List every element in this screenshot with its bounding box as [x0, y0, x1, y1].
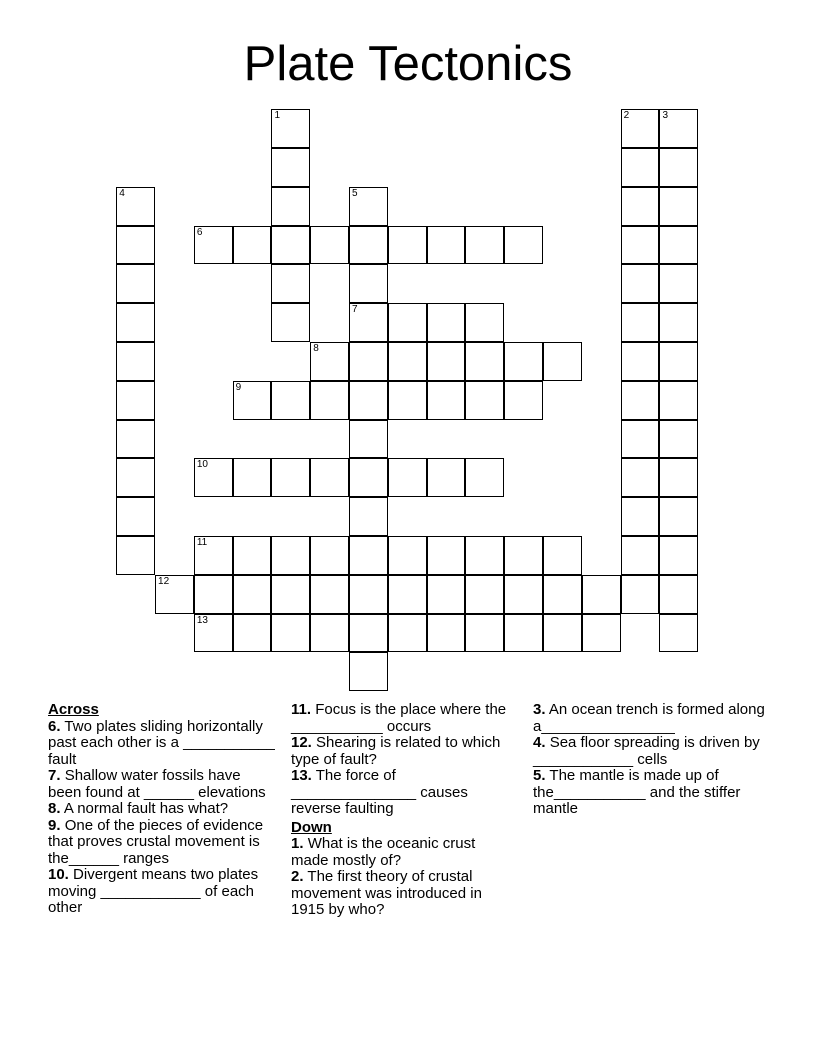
- grid-cell[interactable]: [116, 226, 155, 265]
- grid-cell[interactable]: [310, 614, 349, 653]
- grid-cell[interactable]: [271, 536, 310, 575]
- grid-cell[interactable]: [621, 497, 660, 536]
- cell-number: 5: [352, 187, 358, 199]
- clue-down-1: [291, 836, 516, 869]
- clue-number: 13.: [291, 767, 312, 784]
- grid-cell[interactable]: [310, 342, 349, 381]
- clue-text: Shearing is related to which type of fault?: [291, 734, 501, 768]
- grid-cell[interactable]: [659, 187, 698, 226]
- grid-cell[interactable]: [233, 536, 272, 575]
- down-header: Down: [291, 818, 332, 836]
- clue-down-4: [533, 735, 765, 768]
- grid-cell[interactable]: [116, 458, 155, 497]
- grid-cell[interactable]: [465, 575, 504, 614]
- grid-cell[interactable]: [271, 614, 310, 653]
- cell-number: 13: [196, 614, 208, 626]
- clue-number: 6.: [48, 717, 61, 735]
- clue-number: 10.: [48, 866, 69, 883]
- grid-cell[interactable]: [621, 109, 660, 148]
- grid-cell[interactable]: [465, 226, 504, 265]
- clue-text: The first theory of crustal movement was introduced in 1915 by who?: [291, 868, 482, 918]
- grid-cell[interactable]: [194, 614, 233, 653]
- cell-number: 1: [274, 110, 280, 122]
- grid-cell[interactable]: [349, 614, 388, 653]
- grid-cell[interactable]: [310, 458, 349, 497]
- grid-cell[interactable]: [621, 536, 660, 575]
- grid-cell[interactable]: [504, 536, 543, 575]
- grid-cell[interactable]: [621, 575, 660, 614]
- grid-cell[interactable]: [427, 614, 466, 653]
- clue-number: 2.: [291, 868, 304, 885]
- grid-cell[interactable]: [504, 575, 543, 614]
- grid-cell[interactable]: [504, 614, 543, 653]
- clues-column-1: [48, 702, 278, 917]
- clue-across-8: [48, 801, 278, 818]
- grid-cell[interactable]: [271, 381, 310, 420]
- grid-cell[interactable]: [194, 458, 233, 497]
- clue-across-13: [291, 768, 516, 818]
- grid-cell[interactable]: [116, 187, 155, 226]
- grid-cell[interactable]: [659, 536, 698, 575]
- cell-number: 6: [196, 226, 203, 238]
- grid-cell[interactable]: [116, 497, 155, 536]
- grid-cell[interactable]: [659, 342, 698, 381]
- grid-cell[interactable]: [388, 575, 427, 614]
- grid-cell[interactable]: [194, 536, 233, 575]
- clue-across-12: [291, 735, 516, 768]
- clue-down-5: [533, 768, 765, 818]
- grid-cell[interactable]: [349, 575, 388, 614]
- grid-cell[interactable]: [349, 381, 388, 420]
- grid-cell[interactable]: [543, 575, 582, 614]
- grid-cell[interactable]: [233, 614, 272, 653]
- grid-cell[interactable]: [427, 303, 466, 342]
- grid-cell[interactable]: [427, 226, 466, 265]
- grid-cell[interactable]: [388, 342, 427, 381]
- grid-cell[interactable]: [427, 575, 466, 614]
- cell-number: 12: [158, 575, 170, 587]
- grid-cell[interactable]: [659, 420, 698, 459]
- grid-cell[interactable]: [116, 536, 155, 575]
- grid-cell[interactable]: [659, 614, 698, 653]
- grid-cell[interactable]: [271, 226, 310, 265]
- clue-across-11: [291, 702, 516, 735]
- cell-number: 3: [662, 110, 668, 122]
- cell-number: 9: [235, 381, 242, 393]
- grid-cell[interactable]: [465, 458, 504, 497]
- grid-cell[interactable]: [621, 226, 660, 265]
- clue-number: 5.: [533, 767, 546, 784]
- grid-cell[interactable]: [349, 226, 388, 265]
- clue-text: Shallow water fossils have been found at ______ elevations: [48, 767, 266, 801]
- clue-number: 7.: [48, 767, 61, 784]
- clue-number: 3.: [533, 701, 546, 718]
- grid-cell[interactable]: [388, 614, 427, 653]
- grid-cell[interactable]: [465, 381, 504, 420]
- grid-cell[interactable]: [465, 342, 504, 381]
- clue-down-3: [533, 702, 765, 735]
- grid-cell[interactable]: [465, 614, 504, 653]
- grid-cell[interactable]: [659, 381, 698, 420]
- grid-cell[interactable]: [659, 497, 698, 536]
- clues-column-2: [291, 702, 516, 919]
- grid-cell[interactable]: [504, 226, 543, 265]
- cell-number: 11: [196, 537, 208, 549]
- clue-text: A normal fault has what?: [63, 800, 229, 817]
- grid-cell[interactable]: [271, 148, 310, 187]
- grid-cell[interactable]: [659, 575, 698, 614]
- grid-cell[interactable]: [349, 303, 388, 342]
- grid-cell[interactable]: [504, 381, 543, 420]
- grid-cell[interactable]: [388, 536, 427, 575]
- grid-cell[interactable]: [659, 303, 698, 342]
- grid-cell[interactable]: [659, 264, 698, 303]
- grid-cell[interactable]: [116, 342, 155, 381]
- grid-cell[interactable]: [621, 187, 660, 226]
- grid-cell[interactable]: [310, 536, 349, 575]
- grid-cell[interactable]: [194, 226, 233, 265]
- grid-cell[interactable]: [271, 303, 310, 342]
- crossword-grid: [117, 110, 717, 710]
- grid-cell[interactable]: [621, 342, 660, 381]
- grid-cell[interactable]: [310, 381, 349, 420]
- clue-text: Divergent means two plates moving ____________ of each other: [48, 866, 259, 916]
- grid-cell[interactable]: [427, 381, 466, 420]
- grid-cell[interactable]: [194, 575, 233, 614]
- clue-number: 11.: [291, 701, 312, 718]
- cell-number: 2: [623, 110, 630, 122]
- clue-number: 8.: [48, 800, 61, 817]
- grid-cell[interactable]: [233, 575, 272, 614]
- grid-cell[interactable]: [310, 226, 349, 265]
- grid-cell[interactable]: [116, 303, 155, 342]
- clue-number: 12.: [291, 734, 312, 751]
- clue-number: 4.: [533, 734, 546, 751]
- clue-across-7: [48, 768, 278, 801]
- grid-cell[interactable]: [233, 458, 272, 497]
- grid-cell[interactable]: [233, 381, 272, 420]
- grid-cell[interactable]: [388, 303, 427, 342]
- grid-cell[interactable]: [659, 226, 698, 265]
- clue-text: What is the oceanic crust made mostly of?: [291, 835, 476, 869]
- grid-cell[interactable]: [621, 148, 660, 187]
- grid-cell[interactable]: [310, 575, 349, 614]
- grid-cell[interactable]: [388, 458, 427, 497]
- cell-number: 8: [313, 343, 319, 355]
- grid-cell[interactable]: [349, 497, 388, 536]
- grid-cell[interactable]: [349, 264, 388, 303]
- grid-cell[interactable]: [504, 342, 543, 381]
- grid-cell[interactable]: [621, 381, 660, 420]
- clue-across-6: [48, 719, 278, 769]
- grid-cell[interactable]: [349, 342, 388, 381]
- grid-cell[interactable]: [659, 109, 698, 148]
- grid-cell[interactable]: [427, 458, 466, 497]
- grid-cell[interactable]: [271, 458, 310, 497]
- grid-cell[interactable]: [349, 458, 388, 497]
- grid-cell[interactable]: [543, 536, 582, 575]
- clue-number: 9.: [48, 816, 61, 834]
- grid-cell[interactable]: [349, 187, 388, 226]
- cell-number: 4: [119, 187, 125, 199]
- grid-cell[interactable]: [233, 226, 272, 265]
- clue-across-10: [48, 867, 278, 917]
- clue-text: Focus is the place where the ___________ occurs: [291, 701, 507, 735]
- grid-cell[interactable]: [427, 342, 466, 381]
- grid-cell[interactable]: [116, 264, 155, 303]
- grid-cell[interactable]: [116, 420, 155, 459]
- clue-text: One of the pieces of evidence that proves crustal movement is the______ ranges: [48, 816, 264, 867]
- grid-cell[interactable]: [659, 458, 698, 497]
- grid-cell[interactable]: [621, 303, 660, 342]
- grid-cell[interactable]: [271, 575, 310, 614]
- grid-cell[interactable]: [388, 381, 427, 420]
- grid-cell[interactable]: [349, 652, 388, 691]
- grid-cell[interactable]: [271, 109, 310, 148]
- grid-cell[interactable]: [271, 264, 310, 303]
- grid-cell[interactable]: [388, 226, 427, 265]
- grid-cell[interactable]: [155, 575, 194, 614]
- clue-down-2: [291, 869, 516, 919]
- grid-cell[interactable]: [582, 575, 621, 614]
- grid-cell[interactable]: [621, 420, 660, 459]
- grid-cell[interactable]: [116, 381, 155, 420]
- grid-cell[interactable]: [582, 614, 621, 653]
- grid-cell[interactable]: [349, 536, 388, 575]
- grid-cell[interactable]: [349, 420, 388, 459]
- grid-cell[interactable]: [659, 148, 698, 187]
- grid-cell[interactable]: [271, 187, 310, 226]
- cell-number: 10: [196, 459, 208, 471]
- grid-cell[interactable]: [621, 458, 660, 497]
- grid-cell[interactable]: [465, 303, 504, 342]
- across-header: Across: [48, 701, 99, 718]
- grid-cell[interactable]: [465, 536, 504, 575]
- clue-text: An ocean trench is formed along a________________: [533, 701, 765, 735]
- grid-cell[interactable]: [543, 614, 582, 653]
- grid-cell[interactable]: [427, 536, 466, 575]
- clue-across-9: [48, 818, 278, 868]
- clue-text: The force of _______________ causes reverse faulting: [291, 767, 468, 817]
- clue-number: 1.: [291, 835, 304, 852]
- puzzle-title: Plate Tectonics: [243, 37, 573, 91]
- clue-text: Sea floor spreading is driven by ____________ cells: [533, 734, 760, 768]
- clue-text: Two plates sliding horizontally past each other is a ___________ fault: [48, 717, 275, 768]
- grid-cell[interactable]: [621, 264, 660, 303]
- clue-text: The mantle is made up of the___________ and the stiffer mantle: [533, 767, 741, 817]
- grid-cell[interactable]: [543, 342, 582, 381]
- cell-number: 7: [352, 304, 358, 316]
- clues-column-3: [533, 702, 765, 818]
